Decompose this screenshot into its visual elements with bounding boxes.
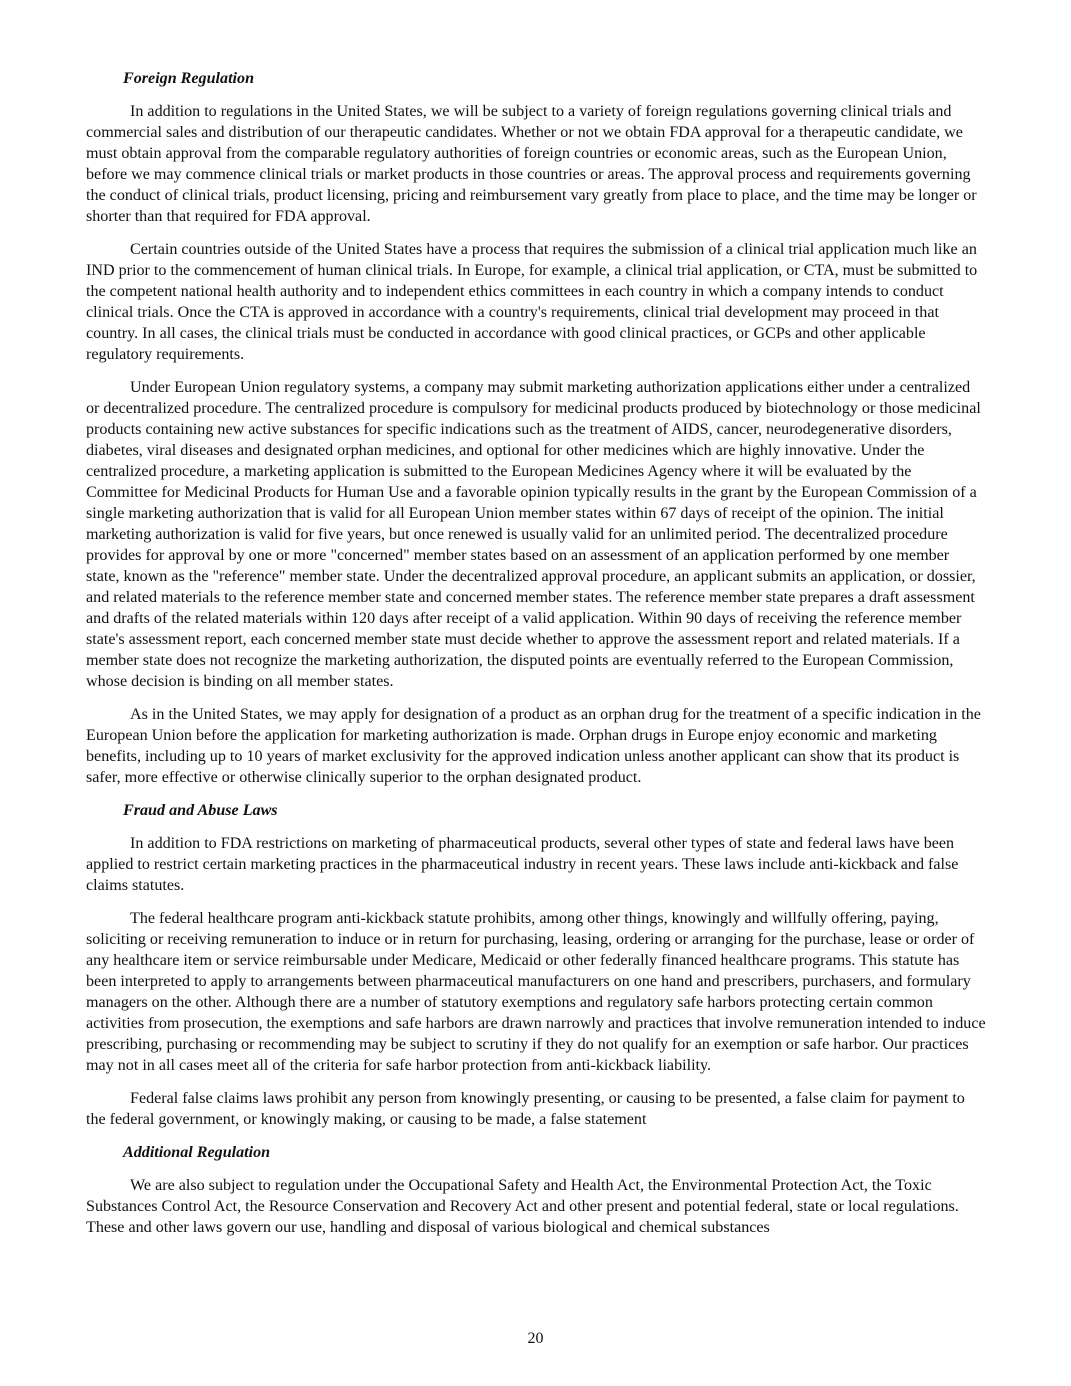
section-heading-additional-regulation: Additional Regulation bbox=[123, 1144, 271, 1161]
paragraph: In addition to regulations in the United States, we will be subject to a variety of foreign regulations governing clinical trials and commercial sales and distribution of our therapeutic candidates. Whether or not we obtain FDA approval for a therapeutic candidate, we must obtain approval from the comparable regulatory authorities of foreign countries or economic areas, such as the European Union, before we may commence clinical trials or market products in those countries or areas. The approval process and requirements governing the conduct of clinical trials, product licensing, pricing and reimbursement vary greatly from place to place, and the time may be longer or shorter than that required for FDA approval. bbox=[86, 103, 977, 225]
section-heading-foreign-regulation: Foreign Regulation bbox=[123, 70, 255, 87]
paragraph: As in the United States, we may apply for designation of a product as an orphan drug for the treatment of a specific indication in the European Union before the application for marketing authorization is made. Orphan drugs in Europe enjoy economic and marketing benefits, including up to 10 years of market exclusivity for the approved indication unless another applicant can show that its product is safer, more effective or otherwise clinically superior to the orphan designated product. bbox=[86, 706, 981, 786]
page-number: 20 bbox=[527, 1330, 544, 1347]
paragraph: In addition to FDA restrictions on marketing of pharmaceutical products, several other types of state and federal laws have been applied to restrict certain marketing practices in the pharmaceutical industry in recent years. These laws include anti-kickback and false claims statutes. bbox=[86, 835, 959, 894]
paragraph: Under European Union regulatory systems, a company may submit marketing authorization applications either under a centralized or decentralized procedure. The centralized procedure is compulsory for medicinal products produced by biotechnology or those medicinal products containing new active substances for specific indications such as the treatment of AIDS, cancer, neurodegenerative disorders, diabetes, viral diseases and designated orphan medicines, and optional for other medicines which are highly innovative. Under the centralized procedure, a marketing application is submitted to the European Medicines Agency where it will be evaluated by the Committee for Medicinal Products for Human Use and a favorable opinion typically results in the grant by the European Commission of a single marketing authorization that is valid for all European Union member states within 67 days of receipt of the opinion. The initial marketing authorization is valid for five years, but once renewed is usually valid for an unlimited period. The decentralized procedure provides for approval by one or more "concerned" member states based on an assessment of an application performed by one member state, known as the "reference" member state. Under the decentralized approval procedure, an applicant submits an application, or dossier, and related materials to the reference member state and concerned member states. The reference member state prepares a draft assessment and drafts of the related materials within 120 days after receipt of a valid application. Within 90 days of receiving the reference member state's assessment report, each concerned member state must decide whether to approve the assessment report and related materials. If a member state does not recognize the marketing authorization, the disputed points are eventually referred to the European Commission, whose decision is binding on all member states. bbox=[86, 379, 981, 690]
paragraph: We are also subject to regulation under the Occupational Safety and Health Act, the Environmental Protection Act, the Toxic Substances Control Act, the Resource Conservation and Recovery Act and other present and potential federal, state or local regulations. These and other laws govern our use, handling and disposal of various biological and chemical substances bbox=[86, 1177, 959, 1236]
paragraph: Federal false claims laws prohibit any person from knowingly presenting, or causing to be presented, a false claim for payment to the federal government, or knowingly making, or causing to be made, a false statement bbox=[86, 1090, 965, 1128]
paragraph: Certain countries outside of the United States have a process that requires the submission of a clinical trial application much like an IND prior to the commencement of human clinical trials. In Europe, for example, a clinical trial application, or CTA, must be submitted to the competent national health authority and to independent ethics committees in each country in which a company intends to conduct clinical trials. Once the CTA is approved in accordance with a country's requirements, clinical trial development may proceed in that country. In all cases, the clinical trials must be conducted in accordance with good clinical practices, or GCPs and other applicable regulatory requirements. bbox=[86, 241, 978, 363]
document-page bbox=[86, 68, 986, 1250]
paragraph: The federal healthcare program anti-kickback statute prohibits, among other things, knowingly and willfully offering, paying, soliciting or receiving remuneration to induce or in return for purchasing, leasing, ordering or arranging for the purchase, lease or order of any healthcare item or service reimbursable under Medicare, Medicaid or other federally financed healthcare programs. This statute has been interpreted to apply to arrangements between pharmaceutical manufacturers on one hand and prescribers, purchasers, and formulary managers on the other. Although there are a number of statutory exemptions and regulatory safe harbors protecting certain common activities from prosecution, the exemptions and safe harbors are drawn narrowly and practices that involve remuneration intended to induce prescribing, purchasing or recommending may be subject to scrutiny if they do not qualify for an exemption or safe harbor. Our practices may not in all cases meet all of the criteria for safe harbor protection from anti-kickback liability. bbox=[86, 910, 986, 1074]
section-heading-fraud-and-abuse-laws: Fraud and Abuse Laws bbox=[123, 802, 278, 819]
